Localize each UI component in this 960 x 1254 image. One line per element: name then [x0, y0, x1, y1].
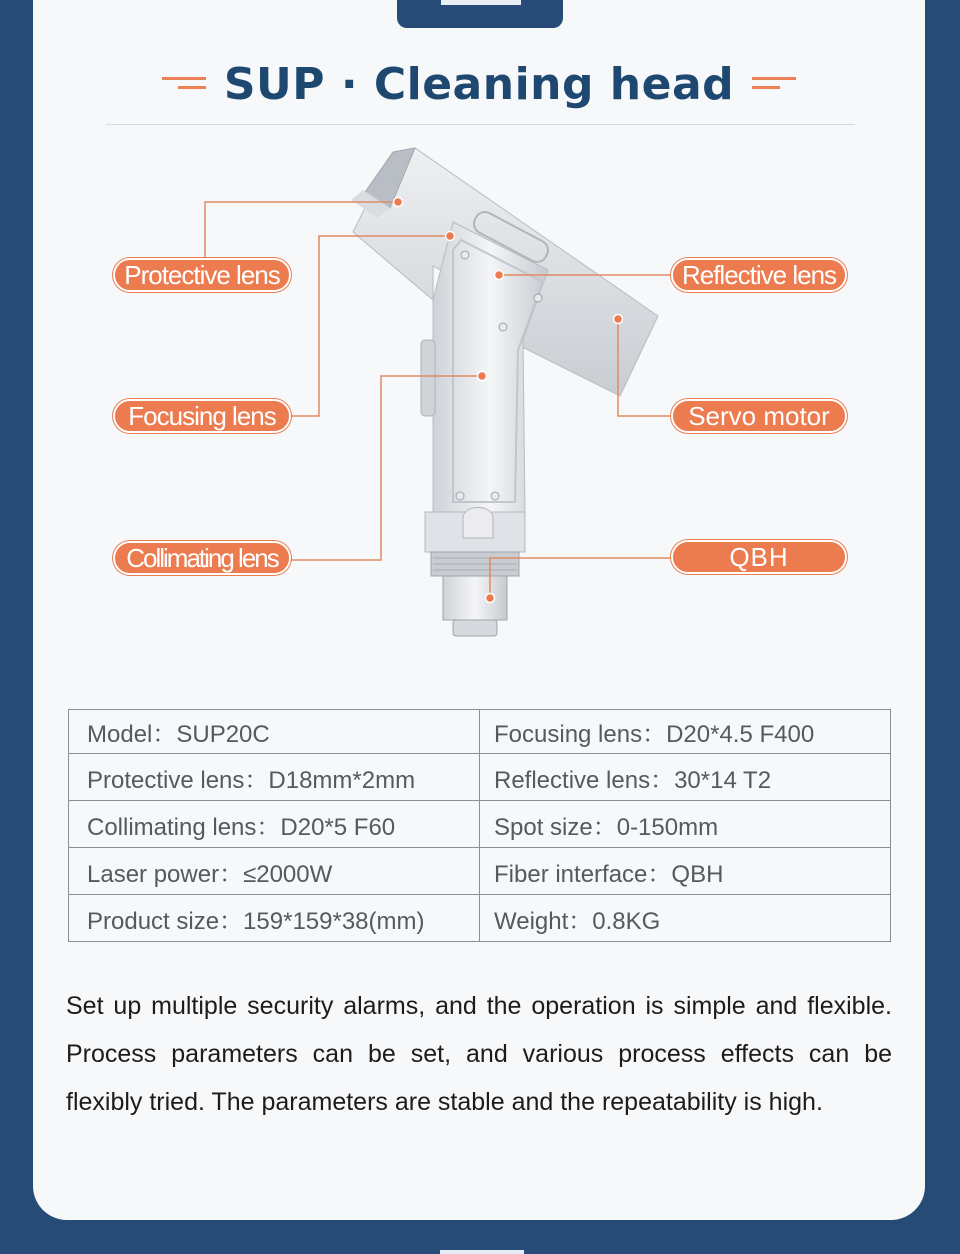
spec-cell: Product size：159*159*38(mm) — [69, 895, 480, 942]
top-tab-decoration — [397, 0, 563, 28]
bottom-tab-decoration — [440, 1250, 524, 1254]
handle-body — [433, 222, 548, 512]
label-collimating-lens: Collimating lens — [113, 541, 291, 575]
spec-cell: Collimating lens：D20*5 F60 — [69, 801, 480, 848]
spec-table — [68, 709, 891, 942]
header — [33, 54, 925, 114]
table-row — [69, 754, 891, 801]
table-row — [69, 848, 891, 895]
label-reflective-lens: Reflective lens — [671, 258, 847, 292]
description-text: Set up multiple security alarms, and the operation is simple and flexible. Process parameters can be set, and various process effects can be flexibly tried. The parameters are stable and the repeatability is high. — [66, 992, 892, 1116]
label-protective-lens: Protective lens — [113, 258, 291, 292]
table-row — [69, 710, 891, 754]
spec-cell: Focusing lens：D20*4.5 F400 — [480, 710, 891, 754]
spec-cell: Reflective lens：30*14 T2 — [480, 754, 891, 801]
label-qbh: QBH — [671, 540, 847, 574]
spec-cell: Model：SUP20C — [69, 710, 480, 754]
title-divider — [106, 124, 855, 125]
qbh-body — [443, 576, 507, 620]
table-row — [69, 895, 891, 942]
spec-cell: Spot size：0-150mm — [480, 801, 891, 848]
title-dash-left-decoration — [162, 77, 206, 91]
side-button — [421, 340, 435, 416]
spec-cell: Weight：0.8KG — [480, 895, 891, 942]
title-dash-right-decoration — [752, 77, 796, 91]
spec-cell: Protective lens：D18mm*2mm — [69, 754, 480, 801]
label-focusing-lens: Focusing lens — [113, 399, 291, 433]
page-title: SUP · Cleaning head — [223, 58, 735, 110]
product-diagram — [33, 140, 925, 660]
label-servo-motor: Servo motor — [671, 399, 847, 433]
qbh-tip — [453, 620, 497, 636]
spec-cell: Fiber interface：QBH — [480, 848, 891, 895]
spec-cell: Laser power：≤2000W — [69, 848, 480, 895]
content-card — [33, 0, 925, 1220]
table-row — [69, 801, 891, 848]
